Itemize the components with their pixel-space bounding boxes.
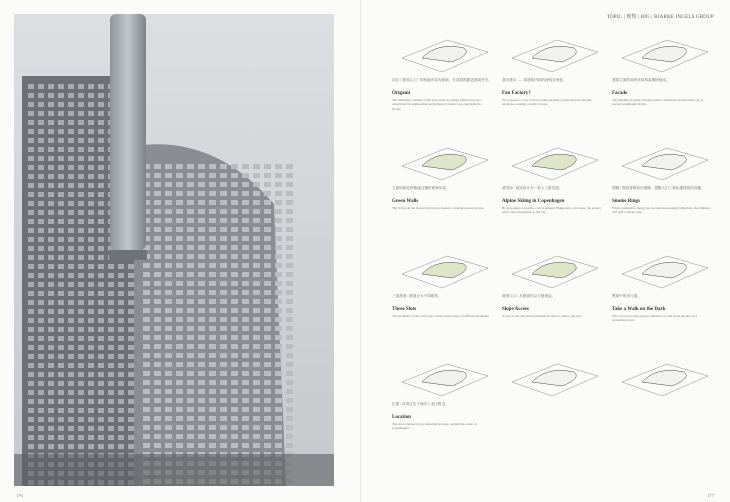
axonometric-diagram	[612, 136, 714, 184]
axonometric-diagram	[502, 136, 604, 184]
axonometric-diagram	[612, 244, 714, 292]
caption-title: Green Walls	[392, 199, 419, 204]
page-header: TOPIC | 观察 | BIG | BJARKE INGELS GROUP	[606, 15, 714, 20]
caption-english: The industrial volumes of the new waste-to-energy plant have been determined by engineering and technical criteria; we wrap them in a facade.	[392, 98, 482, 111]
axonometric-diagram	[502, 352, 604, 400]
tower-photograph	[14, 14, 334, 486]
axonometric-diagram	[392, 244, 494, 292]
page-gutter	[360, 0, 361, 502]
caption-chinese: 位置 / 该项目位于城市工业区附近。	[392, 402, 449, 406]
caption-chinese: 三条滑道 / 滑道分为不同难度。	[392, 294, 442, 298]
caption-title: Location	[392, 415, 411, 420]
caption-chinese: 建筑立面的砖块状结构由模块组成。	[612, 78, 670, 82]
caption-english: Access to the ski piste is through an elevator ride to the roof.	[502, 314, 583, 318]
axonometric-diagram	[392, 28, 494, 76]
caption-chinese: 项目 / 我们以工厂的机能布局为基础，在其周围建造建筑外壳。	[392, 78, 492, 82]
axonometric-diagram	[392, 136, 494, 184]
page-number-left: 176	[16, 493, 23, 498]
caption-title: Facade	[612, 91, 628, 96]
caption-english: We propose to carry forward some necessary plant services onto the envelope, creating a public facade.	[502, 98, 592, 107]
axonometric-diagram	[612, 352, 714, 400]
caption-chinese: 烟圈 / 烟囱将释放出烟圈，提醒人们二氧化碳排放的问题。	[612, 186, 705, 190]
caption-chinese: 黑暗中的步行道。	[612, 294, 641, 298]
caption-english: By proposing to turn the roof of Amager Bakke into a ski slope, the project adds a new destination to the city.	[502, 206, 601, 215]
axonometric-diagram	[612, 28, 714, 76]
caption-title: Three Slots	[392, 307, 417, 312]
caption-title: Smoke Rings	[612, 199, 640, 204]
caption-title: Take a Walk on the Dark	[612, 307, 666, 312]
caption-english: The bricks on the facade function as planters, creating a green facade.	[392, 206, 484, 210]
caption-english: The roof is not only going to function as a ski slope but also as a recreational area.	[612, 314, 698, 323]
caption-title: Alpine Skiing in Copenhagen	[502, 199, 565, 204]
caption-english: The geometry of the roof-scape creates three slopes of different gradients.	[392, 314, 490, 318]
caption-chinese: 我们建议……将建筑内部的流线空间化。	[502, 78, 567, 82]
caption-title: Fan Factory?	[502, 91, 531, 96]
caption-title: Origami	[392, 91, 411, 96]
caption-english: The site is situated in an industrial area just outside the center of Copenhagen.	[392, 422, 477, 431]
axonometric-diagram	[392, 352, 494, 400]
axonometric-diagram	[502, 28, 604, 76]
caption-chinese: 滑雪场 / 屋顶设计为一条人工滑雪道。	[502, 186, 563, 190]
caption-english: While sustainable energy has become increasingly important, the chimney will puff a smoke ring.	[612, 206, 710, 215]
tower-illustration	[14, 14, 334, 486]
caption-english: The building is partly wrapped with a continuous facade made out of stacked aluminium bricks.	[612, 98, 703, 107]
axonometric-diagram	[502, 244, 604, 292]
caption-chinese: 滑坡入口 / 从街道可以方便到达。	[502, 294, 556, 298]
chimney	[110, 14, 146, 250]
caption-chinese: 立面的绿化种植通过模块系统实现。	[392, 186, 450, 190]
page-number-right: 177	[707, 493, 714, 498]
caption-title: Slope Access	[502, 307, 529, 312]
